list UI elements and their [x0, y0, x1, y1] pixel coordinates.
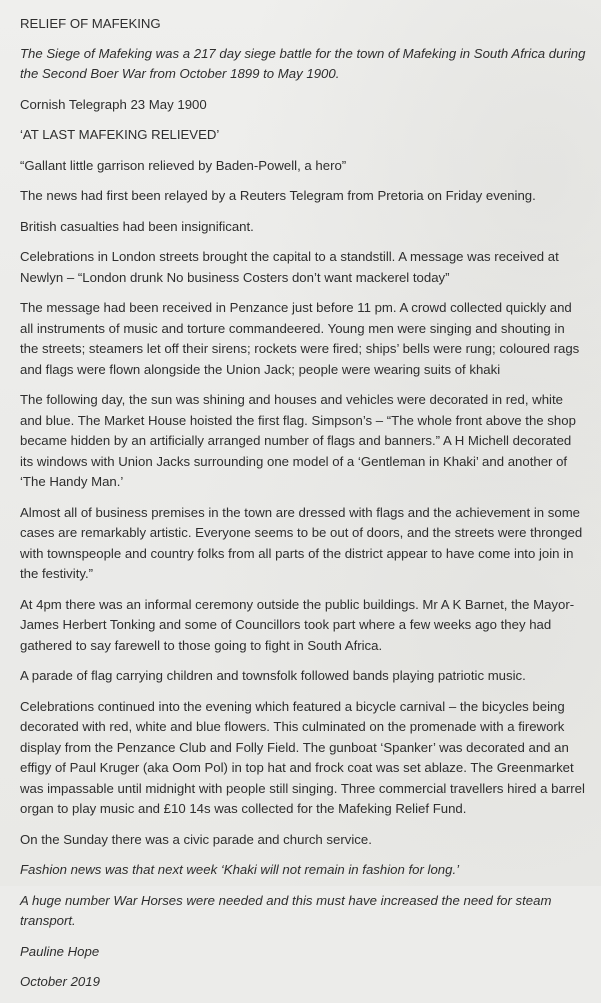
document-content [20, 14, 586, 1003]
subhead: “Gallant little garrison relieved by Baden-Powell, a hero” [20, 157, 347, 173]
document-date: October 2019 [20, 974, 100, 989]
headline: ‘AT LAST MAFEKING RELIEVED’ [20, 127, 220, 142]
source-line: Cornish Telegraph 23 May 1900 [20, 96, 207, 112]
document-title: RELIEF OF MAFEKING [20, 16, 161, 31]
paragraph-parade: A parade of flag carrying children and townsfolk followed bands playing patriotic music. [20, 668, 526, 683]
paragraph-sunday: On the Sunday there was a civic parade and church service. [20, 831, 372, 847]
author-name: Pauline Hope [20, 943, 100, 959]
paragraph-london: Celebrations in London streets brought the capital to a standstill. A message was received at Newlyn – “London drunk No business Costers don’t want mackerel today” [20, 249, 559, 285]
paragraph-business-premises: Almost all of business premises in the town are dressed with flags and the achievement in some cases are remarkably artistic. Everyone seems to be out of doors, and the streets were thronged with townspeople and country folks from all parts of the district appear to have come into join in the festivity.” [20, 504, 583, 581]
paragraph-casualties: British casualties had been insignificant. [20, 218, 254, 234]
paragraph-following-day: The following day, the sun was shining and houses and vehicles were decorated in red, white and blue. The Market House hoisted the first flag. Simpson’s – “The whole front above the shop became hidden by an artificially arranged number of flags and banners.” A H Michell decorated its windows with Union Jacks surrounding one model of a ‘Gentleman in Khaki’ and another of ‘The Handy Man.’ [20, 392, 576, 489]
horses-note: A huge number War Horses were needed and this must have increased the need for steam transport. [20, 892, 552, 928]
paragraph-ceremony: At 4pm there was an informal ceremony outside the public buildings. Mr A K Barnet, the Mayor- James Herbert Tonking and some of Councillors took part where a few weeks ago they had gathered to say farewell to those going to fight in South Africa. [20, 596, 575, 653]
intro-paragraph: The Siege of Mafeking was a 217 day siege battle for the town of Mafeking in South Africa during the Second Boer War from October 1899 to May 1900. [20, 45, 586, 81]
paragraph-evening: Celebrations continued into the evening which featured a bicycle carnival – the bicycles being decorated with red, white and blue flowers. This culminated on the promenade with a firework display from the Penzance Club and Folly Field. The gunboat ‘Spanker’ was decorated and an effigy of Paul Kruger (aka Oom Pol) in top hat and frock coat was set ablaze. The Greenmarket was impassable until midnight with people still singing. Three commercial travellers hired a barrel organ to play music and £10 14s was collected for the Mafeking Relief Fund. [20, 698, 585, 816]
paragraph-reuters: The news had first been relayed by a Reuters Telegram from Pretoria on Friday evening. [20, 188, 536, 203]
paragraph-penzance: The message had been received in Penzance just before 11 pm. A crowd collected quickly and all instruments of music and torture commandeered. Young men were singing and shouting in the streets; steamers let off their sirens; rockets were fired; ships’ bells were rung; coloured rags and flags were flown alongside the Union Jack; people were wearing suits of khaki [20, 300, 580, 377]
fashion-note: Fashion news was that next week ‘Khaki will not remain in fashion for long.’ [20, 862, 460, 877]
